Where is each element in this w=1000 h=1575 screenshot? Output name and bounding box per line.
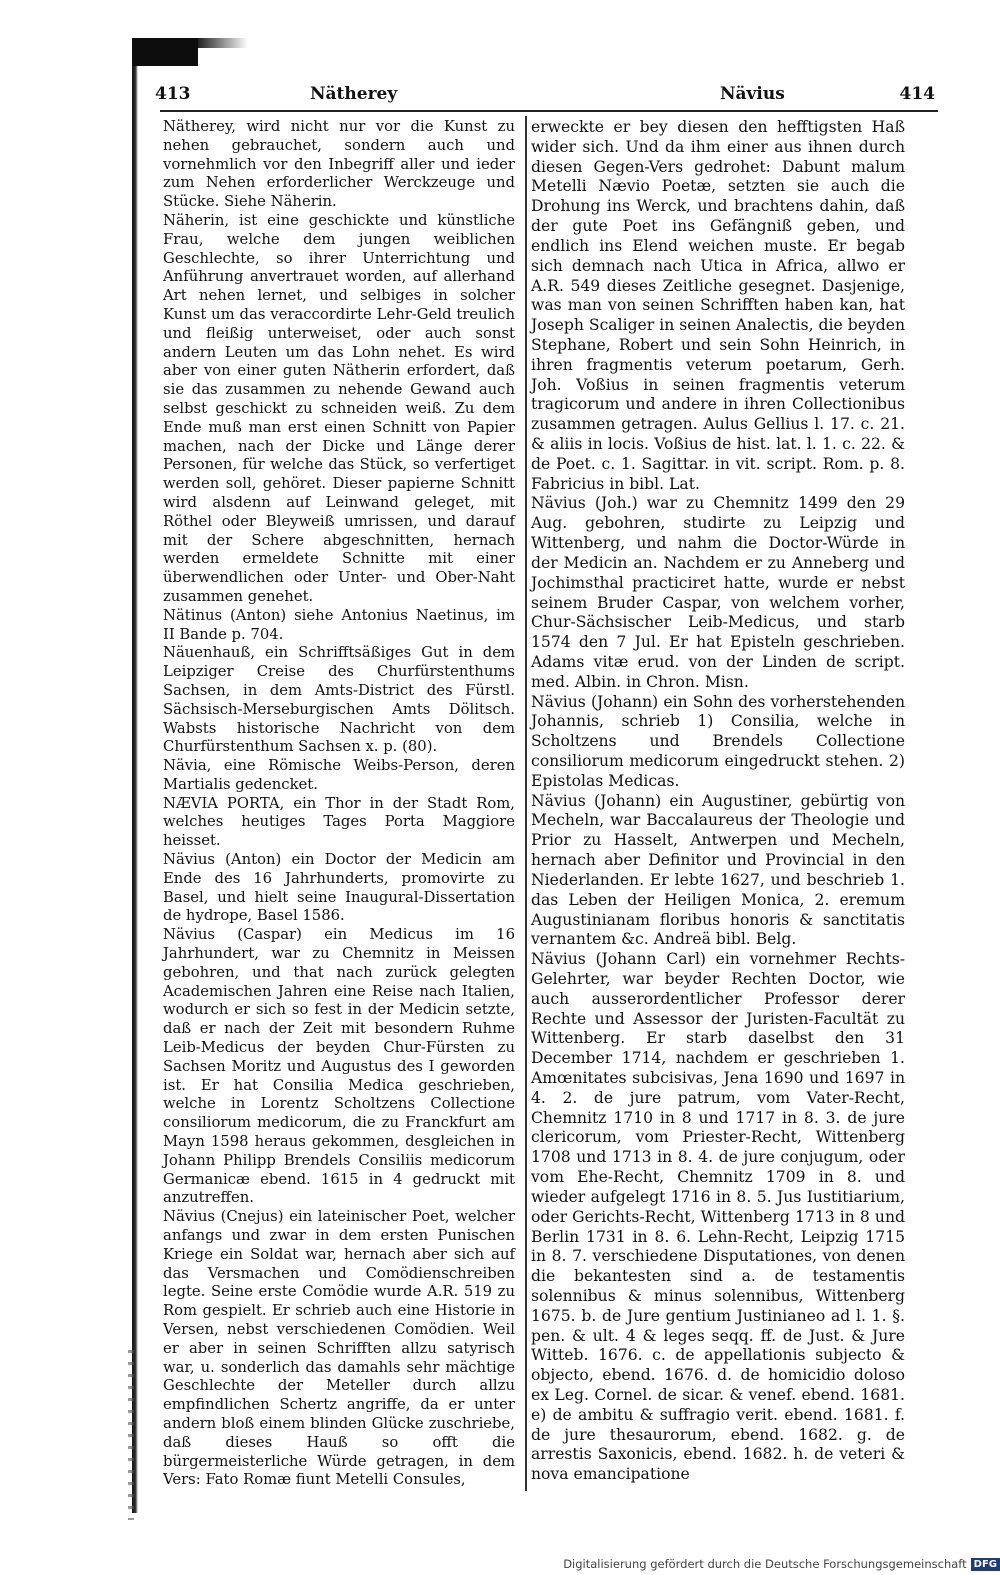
entry-naevius-anton: Nävius (Anton) ein Doctor der Medicin am Ende des 16 Jahrhunderts, promovirte zu Basel, und hielt seine Inaugural-Dissertation de hydrope, Basel 1586. [163, 851, 515, 925]
right-column [531, 118, 905, 1485]
entry-naevia: Nävia, eine Römische Weibs-Person, deren Martialis gedencket. [163, 757, 515, 793]
column-divider [525, 116, 527, 1491]
page-edge-shadow [132, 38, 138, 1513]
entry-naevius-johann-augustiner: Nävius (Johann) ein Augustiner, gebürtig von Mecheln, war Baccalaureus der Theologie und Prior zu Hasselt, Antwerpen und Mecheln, hernach aber Definitor und Provincial in den Niederlanden. Er lebte 1627, und beschrieb 1. das Leben der Heiligen Monica, 2. eremum Augustinianam floribus honoris & sanctitatis vernantem &c. Andreä bibl. Belg. [531, 791, 905, 949]
entry-naeuenhauss: Näuenhauß, ein Schrifftsäßiges Gut in dem Leipziger Creise des Churfürstenthums Sachsen, in dem Amts-District des Fürstl. Sächsisch-Merseburgischen Amts Dölitsch. Wabsts historische Nachricht von dem Churfürstenthum Sachsen x. p. (80). [163, 644, 515, 756]
running-header [155, 84, 935, 110]
page-corner-shadow [132, 38, 198, 66]
entry-naevius-johann-carl: Nävius (Johann Carl) ein vornehmer Rechts-Gelehrter, war beyder Rechten Doctor, wie auch ausserordentlicher Professor derer Rechte und Assessor der Juristen-Facultät zu Wittenberg. Er starb daselbst den 31 December 1714, nachdem er geschrieben 1. Amœnitates subcisivas, Jena 1690 und 1697 in 4. 2. de jure patrum, vom Vater-Recht, Chemnitz 1710 in 8 und 1717 in 8. 3. de jure clericorum, vom Priester-Recht, Wittenberg 1708 und 1713 in 8. 4. de jure conjugum, oder vom Ehe-Recht, Chemnitz 1709 in 8. und wieder aufgelegt 1716 in 8. 5. Jus Iustitiarium, oder Gerichts-Recht, Wittenberg 1713 in 8 und Berlin 1731 in 8. 6. Lehn-Recht, Leipzig 1715 in 8. 7. verschiedene Disputationes, von denen die bekantesten sind a. de testamentis solennibus & minus solennibus, Wittenberg 1675. b. de Jure gentium Justinianeo ad l. 1. §. pen. & ult. 4 & leges seqq. ff. de Just. & Jure Witteb. 1676. c. de appellationis subjecto & objecto, ebend. 1676. d. de homicidio doloso ex Leg. Cornel. de sicar. & venef. ebend. 1681. e) de ambitu & suffragio verit. ebend. 1681. f. de jure thesaurorum, ebend. 1682. g. de arrestis Saxonicis, ebend. 1682. h. de veteri & nova emancipatione [531, 950, 905, 1484]
entry-naevius-joh: Nävius (Joh.) war zu Chemnitz 1499 den 29 Aug. gebohren, studirte zu Leipzig und Wittenberg, und nahm die Doctor-Würde in der Medicin an. Nachdem er zu Anneberg und Jochimsthal practiciret hatte, wurde er nebst seinem Bruder Caspar, von welchem vorher, Chur-Sächsischer Leib-Medicus, und starb 1574 den 7 Jul. Er hat Episteln geschrieben. Adams vitæ erud. von der Linden de script. med. Albin. in Chron. Misn. [531, 494, 905, 691]
page-corner-fade [198, 38, 248, 48]
margin-marks [128, 1350, 134, 1520]
digitization-credit: Digitalisierung gefördert durch die Deutsche Forschungsgemeinschaft [563, 1557, 967, 1571]
digitization-footer [563, 1553, 1000, 1575]
entry-naetherey: Nätherey, wird nicht nur vor die Kunst zu nehen gebrauchet, sondern auch und vornehmlich vor den Inbegriff aller und ieder zum Nehen erforderlicher Werckzeuge und Stücke. Siehe Näherin. [163, 118, 515, 211]
left-column [163, 118, 515, 1490]
entry-naevia-porta: NÆVIA PORTA, ein Thor in der Stadt Rom, welches heutiges Tages Porta Maggiore heisset. [163, 794, 515, 850]
entry-naevius-cnejus: Nävius (Cnejus) ein lateinischer Poet, welcher anfangs und zwar in dem ersten Punischen Kriege ein Soldat war, hernach aber sich auf das Versmachen und Comödienschreiben legte. Seine erste Comödie wurde A.R. 519 zu Rom gespielt. Er schrieb auch eine Historie in Versen, nebst verschiedenen Comödien. Weil er aber in seinen Schrifften allzu satyrisch war, u. sonderlich das damahls sehr mächtige Geschlechte der Meteller durch allzu empfindlichen Schertz angriffe, da er unter andern bloß einem blinden Glücke zuschriebe, daß dieses Hauß so offt die bürgermeisterliche Würde getragen, in dem Vers: Fato Romæ fiunt Metelli Consules, [163, 1208, 515, 1489]
entry-naevius-johann-son: Nävius (Johann) ein Sohn des vorherstehenden Johannis, schrieb 1) Consilia, welche in Scholtzens und Brendels Collectione consiliorum medicorum eingedruckt stehen. 2) Epistolas Medicas. [531, 692, 905, 790]
entry-naetinus: Nätinus (Anton) siehe Antonius Naetinus, im II Bande p. 704. [163, 606, 515, 643]
running-title-right: Nävius [720, 84, 785, 104]
running-title-left: Nätherey [310, 84, 398, 104]
dfg-logo: DFG [971, 1558, 1000, 1571]
page-number-left: 413 [155, 84, 191, 104]
page-number-right: 414 [899, 84, 935, 104]
entry-naevius-caspar: Nävius (Caspar) ein Medicus im 16 Jahrhundert, war zu Chemnitz in Meissen gebohren, und that nach zurück gelegten Academischen Jahren eine Reise nach Italien, wodurch er sich so fest in der Medicin setzte, daß er nach der Zeit mit besondern Ruhme Leib-Medicus der beyden Chur-Fürsten zu Sachsen Moritz und Augustus des I geworden ist. Er hat Consilia Medica geschrieben, welche in Lorentz Scholtzens Collectione consiliorum medicorum, die zu Franckfurt am Mayn 1598 heraus gekommen, desgleichen in Johann Philipp Brendels Consiliis medicorum Germanicæ ebend. 1615 in 4 gedruckt mit anzutreffen. [163, 926, 515, 1207]
header-rule [160, 110, 938, 112]
entry-naeherin: Näherin, ist eine geschickte und künstliche Frau, welche dem jungen weiblichen Geschlechte, so ihrer Unterrichtung und Anführung anvertrauet worden, auf allerhand Art nehen lernet, und selbiges in solcher Kunst um das veraccordirte Lehr-Geld treulich und fleißig unterweiset, oder auch sonst andern Leuten um das Lohn nehet. Es wird aber von einer guten Nätherin erfordert, daß sie das zusammen zu nehende Gewand auch selbst geschickt zu schneiden weiß. Zu dem Ende muß man erst einen Schnitt von Papier machen, nach der Dicke und Länge derer Personen, für welche das Stück, so verfertiget werden soll, gehöret. Dieser papierne Schnitt wird alsdenn auf Leinwand geleget, mit Röthel oder Bleyweiß umrissen, und darauf mit der Schere abgeschnitten, hernach werden ermeldete Schnitte mit einer überwendlichen oder Unter- und Ober-Naht zusammen genehet. [163, 211, 515, 605]
entry-naevius-cnejus-continued: erweckte er bey diesen den hefftigsten Haß wider sich. Und da ihm einer aus ihnen durch diesen Gegen-Vers gedrohet: Dabunt malum Metelli Nævio Poetæ, setzten sie auch die Drohung ins Werck, und brachtens dahin, daß der gute Poet ins Gefängniß geben, und endlich ins Elend weichen muste. Er begab sich demnach nach Utica in Africa, allwo er A.R. 549 dieses Zeitliche gesegnet. Dasjenige, was man von seinen Schrifften haben kan, hat Joseph Scaliger in seinen Analectis, die beyden Stephane, Robert und sein Sohn Heinrich, in ihren fragmentis veterum poetarum, Gerh. Joh. Voßius in seinen fragmentis veterum tragicorum und andere in ihren Collectionibus zusammen getragen. Aulus Gellius l. 17. c. 21. & aliis in locis. Voßius de hist. lat. l. 1. c. 22. & de Poet. c. 1. Sagittar. in vit. script. Rom. p. 8. Fabricius in bibl. Lat. [531, 118, 905, 493]
